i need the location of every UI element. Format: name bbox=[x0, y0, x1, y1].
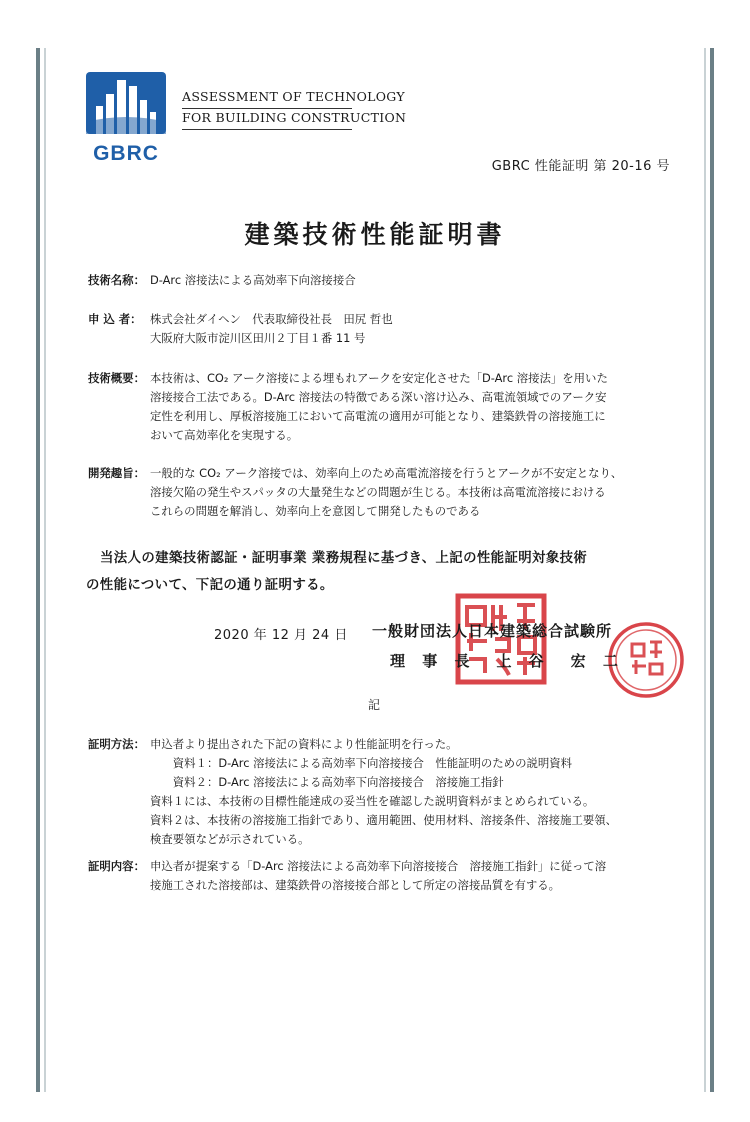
method-line: 申込者より提出された下記の資料により性能証明を行った。 bbox=[150, 737, 458, 751]
organization-english-name bbox=[182, 88, 406, 130]
purpose-line: 溶接欠陥の発生やスパッタの大量発生などの問題が生じる。本技術は高電流溶接における bbox=[150, 485, 606, 499]
frame-border-right-inner bbox=[704, 48, 706, 1092]
ki-heading: 記 bbox=[368, 698, 381, 712]
method-line: 資料２：D-Arc 溶接法による高効率下向溶接接合 溶接施工指針 bbox=[150, 775, 504, 789]
content-label: 証明内容： bbox=[88, 859, 145, 873]
applicant-label: 申 込 者： bbox=[88, 312, 142, 326]
certification-statement bbox=[86, 545, 686, 599]
method-label: 証明方法： bbox=[88, 737, 145, 751]
overview-line: 本技術は、CO₂ アーク溶接による埋もれアークを安定化させた「D-Arc 溶接法」を用いた bbox=[150, 371, 608, 385]
content-line: 接施工された溶接部は、建築鉄骨の溶接接合部として所定の溶接品質を有する。 bbox=[150, 878, 561, 892]
org-en-line1: ASSESSMENT OF TECHNOLOGY bbox=[182, 89, 405, 104]
applicant-name: 株式会社ダイヘン 代表取締役社長 田尻 哲也 bbox=[150, 312, 393, 326]
overview-line: 溶接接合工法である。D-Arc 溶接法の特徴である深い溶け込み、高電流領域でのアーク安 bbox=[150, 390, 607, 404]
org-en-rule-bottom bbox=[182, 129, 352, 130]
tech-name-value: D-Arc 溶接法による高効率下向溶接接合 bbox=[150, 273, 356, 287]
purpose-line: これらの問題を解消し、効率向上を意図して開発したものである bbox=[150, 504, 481, 518]
frame-border-right-outer bbox=[710, 48, 714, 1092]
issuer-organization: 一般財団法人日本建築総合試験所 bbox=[372, 622, 613, 640]
method-line: 資料２は、本技術の溶接施工指針であり、適用範囲、使用材料、溶接条件、溶接施工要領、 bbox=[150, 813, 618, 827]
applicant-address: 大阪府大阪市淀川区田川２丁目１番 11 号 bbox=[150, 331, 366, 345]
issue-date: 2020 年 12 月 24 日 bbox=[214, 628, 348, 643]
issuer-representative: 理 事 長 上 谷 宏 二 bbox=[390, 652, 624, 670]
method-line: 検査要領などが示されている。 bbox=[150, 832, 310, 846]
tech-name-label: 技術名称： bbox=[88, 273, 145, 287]
overview-label: 技術概要： bbox=[88, 371, 145, 385]
logo-text: GBRC bbox=[93, 142, 159, 164]
purpose-line: 一般的な CO₂ アーク溶接では、効率向上のため高電流溶接を行うとアークが不安定となり、 bbox=[150, 466, 623, 480]
method-line: 資料１には、本技術の目標性能達成の妥当性を確認した説明資料がまとめられている。 bbox=[150, 794, 595, 808]
content-line: 申込者が提案する「D-Arc 溶接法による高効率下向溶接接合 溶接施工指針」に従って溶 bbox=[150, 859, 607, 873]
frame-border-left-inner bbox=[44, 48, 46, 1092]
overview-line: 定性を利用し、厚板溶接施工において高電流の適用が可能となり、建築鉄骨の溶接施工に bbox=[150, 409, 606, 423]
org-en-line2: FOR BUILDING CONSTRUCTION bbox=[182, 110, 407, 125]
overview-line: おいて高効率化を実現する。 bbox=[150, 428, 299, 442]
document-title: 建築技術性能証明書 bbox=[244, 220, 506, 249]
certificate-number: GBRC 性能証明 第 20-16 号 bbox=[491, 159, 670, 174]
gbrc-logo bbox=[86, 72, 166, 164]
purpose-label: 開発趣旨： bbox=[88, 466, 145, 480]
statement-line1: 当法人の建築技術認証・証明事業 業務規程に基づき、上記の性能証明対象技術 bbox=[100, 550, 588, 566]
method-line: 資料１：D-Arc 溶接法による高効率下向溶接接合 性能証明のための説明資料 bbox=[150, 756, 573, 770]
frame-border-left-outer bbox=[36, 48, 40, 1092]
statement-line2: の性能について、下記の通り証明する。 bbox=[86, 577, 334, 593]
